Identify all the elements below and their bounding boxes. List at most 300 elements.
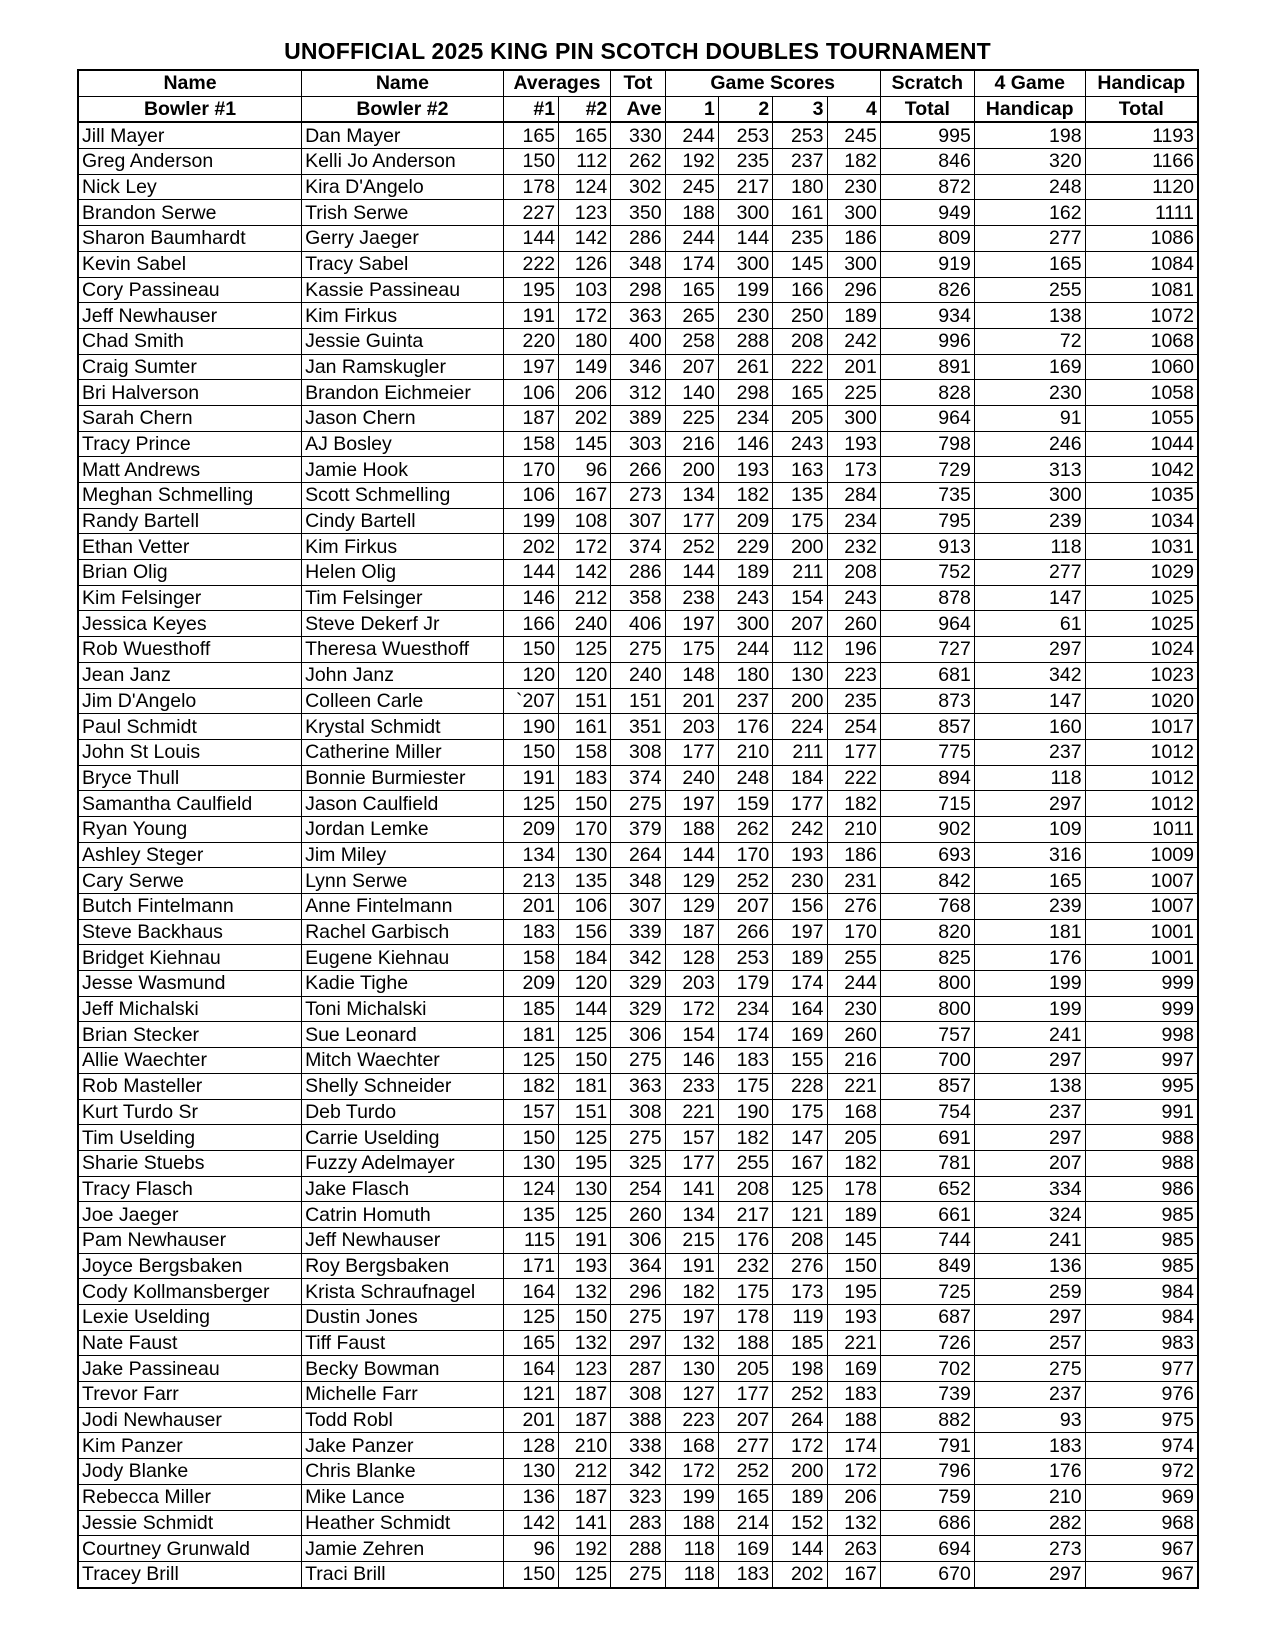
col-header-scratch-total: Total <box>880 96 974 122</box>
game-1-score: 188 <box>665 1510 718 1536</box>
total-average: 363 <box>611 1073 665 1099</box>
bowler-2-name: Catherine Miller <box>302 739 504 765</box>
bowler-2-name: Gerry Jaeger <box>302 226 504 252</box>
total-average: 329 <box>611 971 665 997</box>
total-average: 303 <box>611 431 665 457</box>
bowler-1-name: Allie Waechter <box>78 1048 302 1074</box>
bowler-1-name: Cary Serwe <box>78 868 302 894</box>
scratch-total: 857 <box>880 1073 974 1099</box>
game-3-score: 224 <box>773 714 827 740</box>
average-2: 181 <box>559 1073 611 1099</box>
game-handicap: 241 <box>974 1227 1085 1253</box>
scratch-total: 735 <box>880 483 974 509</box>
table-row <box>78 739 1198 765</box>
col-header-4-game: 4 Game <box>974 70 1085 96</box>
bowler-2-name: Tim Felsinger <box>302 585 504 611</box>
game-3-score: 164 <box>773 996 827 1022</box>
handicap-total: 1055 <box>1085 405 1198 431</box>
game-handicap: 169 <box>974 354 1085 380</box>
average-1: 158 <box>503 431 558 457</box>
total-average: 388 <box>611 1407 665 1433</box>
game-2-score: 180 <box>718 662 772 688</box>
game-2-score: 182 <box>718 483 772 509</box>
table-row <box>78 1433 1198 1459</box>
game-1-score: 258 <box>665 328 718 354</box>
scratch-total: 727 <box>880 637 974 663</box>
average-2: 96 <box>559 457 611 483</box>
table-row <box>78 303 1198 329</box>
handicap-total: 1012 <box>1085 739 1198 765</box>
game-3-score: 180 <box>773 174 827 200</box>
bowler-2-name: Michelle Farr <box>302 1382 504 1408</box>
game-4-score: 300 <box>827 251 880 277</box>
game-4-score: 182 <box>827 791 880 817</box>
average-1: 183 <box>503 919 558 945</box>
game-1-score: 134 <box>665 483 718 509</box>
bowler-2-name: Sue Leonard <box>302 1022 504 1048</box>
total-average: 283 <box>611 1510 665 1536</box>
average-2: 170 <box>559 816 611 842</box>
col-header-game-2: 2 <box>718 96 772 122</box>
bowler-2-name: Colleen Carle <box>302 688 504 714</box>
total-average: 406 <box>611 611 665 637</box>
game-1-score: 144 <box>665 842 718 868</box>
scratch-total: 857 <box>880 714 974 740</box>
average-2: 120 <box>559 971 611 997</box>
game-2-score: 214 <box>718 1510 772 1536</box>
bowler-2-name: Jake Panzer <box>302 1433 504 1459</box>
handicap-total: 1166 <box>1085 149 1198 175</box>
bowler-2-name: Deb Turdo <box>302 1099 504 1125</box>
bowler-1-name: Bridget Kiehnau <box>78 945 302 971</box>
scratch-total: 700 <box>880 1048 974 1074</box>
col-header-name-2: Name <box>302 70 504 96</box>
average-2: 156 <box>559 919 611 945</box>
game-handicap: 282 <box>974 1510 1085 1536</box>
average-1: 150 <box>503 637 558 663</box>
game-2-score: 300 <box>718 251 772 277</box>
bowler-1-name: Jake Passineau <box>78 1356 302 1382</box>
game-3-score: 228 <box>773 1073 827 1099</box>
game-1-score: 118 <box>665 1561 718 1587</box>
bowler-2-name: Chris Blanke <box>302 1459 504 1485</box>
table-row <box>78 816 1198 842</box>
game-handicap: 342 <box>974 662 1085 688</box>
total-average: 302 <box>611 174 665 200</box>
game-3-score: 144 <box>773 1536 827 1562</box>
game-1-score: 146 <box>665 1048 718 1074</box>
game-2-score: 207 <box>718 894 772 920</box>
handicap-total: 985 <box>1085 1253 1198 1279</box>
scratch-total: 964 <box>880 405 974 431</box>
bowler-1-name: Bri Halverson <box>78 380 302 406</box>
game-1-score: 199 <box>665 1484 718 1510</box>
average-1: 201 <box>503 894 558 920</box>
table-row <box>78 174 1198 200</box>
bowler-1-name: Jeff Newhauser <box>78 303 302 329</box>
average-1: 130 <box>503 1150 558 1176</box>
average-2: 151 <box>559 1099 611 1125</box>
game-2-score: 277 <box>718 1433 772 1459</box>
average-2: 120 <box>559 662 611 688</box>
average-1: 201 <box>503 1407 558 1433</box>
game-1-score: 245 <box>665 174 718 200</box>
scratch-total: 759 <box>880 1484 974 1510</box>
bowler-1-name: Cory Passineau <box>78 277 302 303</box>
game-1-score: 165 <box>665 277 718 303</box>
game-3-score: 230 <box>773 868 827 894</box>
game-3-score: 197 <box>773 919 827 945</box>
game-1-score: 244 <box>665 226 718 252</box>
average-2: 206 <box>559 380 611 406</box>
table-row <box>78 405 1198 431</box>
table-row <box>78 996 1198 1022</box>
bowler-2-name: AJ Bosley <box>302 431 504 457</box>
average-1: 150 <box>503 1125 558 1151</box>
total-average: 254 <box>611 1176 665 1202</box>
scratch-total: 846 <box>880 149 974 175</box>
table-row <box>78 919 1198 945</box>
game-4-score: 182 <box>827 149 880 175</box>
average-2: 108 <box>559 508 611 534</box>
average-1: 199 <box>503 508 558 534</box>
game-3-score: 156 <box>773 894 827 920</box>
scratch-total: 754 <box>880 1099 974 1125</box>
scratch-total: 919 <box>880 251 974 277</box>
game-4-score: 186 <box>827 226 880 252</box>
average-2: 240 <box>559 611 611 637</box>
header-row-2 <box>78 96 1198 122</box>
total-average: 342 <box>611 945 665 971</box>
game-1-score: 168 <box>665 1433 718 1459</box>
total-average: 312 <box>611 380 665 406</box>
average-2: 165 <box>559 122 611 148</box>
total-average: 323 <box>611 1484 665 1510</box>
average-2: 151 <box>559 688 611 714</box>
col-header-game-3: 3 <box>773 96 827 122</box>
table-row <box>78 226 1198 252</box>
game-1-score: 172 <box>665 1459 718 1485</box>
total-average: 363 <box>611 303 665 329</box>
bowler-2-name: Mitch Waechter <box>302 1048 504 1074</box>
total-average: 348 <box>611 251 665 277</box>
game-1-score: 175 <box>665 637 718 663</box>
table-row <box>78 1253 1198 1279</box>
game-4-score: 235 <box>827 688 880 714</box>
game-1-score: 233 <box>665 1073 718 1099</box>
bowler-2-name: Jordan Lemke <box>302 816 504 842</box>
average-2: 150 <box>559 1305 611 1331</box>
game-2-score: 217 <box>718 1202 772 1228</box>
game-2-score: 288 <box>718 328 772 354</box>
scratch-total: 795 <box>880 508 974 534</box>
game-4-score: 223 <box>827 662 880 688</box>
average-2: 172 <box>559 534 611 560</box>
page-title: UNOFFICIAL 2025 KING PIN SCOTCH DOUBLES TOURNAMENT <box>284 38 991 64</box>
game-handicap: 207 <box>974 1150 1085 1176</box>
handicap-total: 1025 <box>1085 611 1198 637</box>
game-2-score: 255 <box>718 1150 772 1176</box>
game-2-score: 183 <box>718 1048 772 1074</box>
scratch-total: 849 <box>880 1253 974 1279</box>
game-3-score: 200 <box>773 534 827 560</box>
game-1-score: 252 <box>665 534 718 560</box>
average-1: 130 <box>503 1459 558 1485</box>
handicap-total: 1044 <box>1085 431 1198 457</box>
average-2: 106 <box>559 894 611 920</box>
scratch-total: 826 <box>880 277 974 303</box>
scratch-total: 687 <box>880 1305 974 1331</box>
game-4-score: 173 <box>827 457 880 483</box>
game-1-score: 215 <box>665 1227 718 1253</box>
game-3-score: 243 <box>773 431 827 457</box>
game-1-score: 132 <box>665 1330 718 1356</box>
average-1: 164 <box>503 1356 558 1382</box>
bowler-1-name: Nick Ley <box>78 174 302 200</box>
game-3-score: 184 <box>773 765 827 791</box>
game-2-score: 248 <box>718 765 772 791</box>
bowler-1-name: Steve Backhaus <box>78 919 302 945</box>
game-2-score: 177 <box>718 1382 772 1408</box>
game-4-score: 260 <box>827 1022 880 1048</box>
game-2-score: 170 <box>718 842 772 868</box>
game-4-score: 245 <box>827 122 880 148</box>
handicap-total: 1111 <box>1085 200 1198 226</box>
game-handicap: 118 <box>974 765 1085 791</box>
game-2-score: 199 <box>718 277 772 303</box>
table-row <box>78 1099 1198 1125</box>
game-handicap: 198 <box>974 122 1085 148</box>
table-row <box>78 1330 1198 1356</box>
table-row <box>78 560 1198 586</box>
game-handicap: 230 <box>974 380 1085 406</box>
average-1: 136 <box>503 1484 558 1510</box>
bowler-2-name: Krista Schraufnagel <box>302 1279 504 1305</box>
total-average: 296 <box>611 1279 665 1305</box>
handicap-total: 1060 <box>1085 354 1198 380</box>
game-handicap: 165 <box>974 868 1085 894</box>
scratch-total: 798 <box>880 431 974 457</box>
table-row <box>78 842 1198 868</box>
bowler-2-name: Theresa Wuesthoff <box>302 637 504 663</box>
handicap-total: 998 <box>1085 1022 1198 1048</box>
scratch-total: 828 <box>880 380 974 406</box>
scratch-total: 681 <box>880 662 974 688</box>
scratch-total: 809 <box>880 226 974 252</box>
table-row <box>78 688 1198 714</box>
bowler-2-name: Kira D'Angelo <box>302 174 504 200</box>
handicap-total: 999 <box>1085 996 1198 1022</box>
game-4-score: 186 <box>827 842 880 868</box>
game-4-score: 243 <box>827 585 880 611</box>
average-1: 191 <box>503 303 558 329</box>
game-1-score: 174 <box>665 251 718 277</box>
bowler-2-name: Jeff Newhauser <box>302 1227 504 1253</box>
bowler-1-name: Tim Uselding <box>78 1125 302 1151</box>
table-row <box>78 1227 1198 1253</box>
table-row <box>78 1510 1198 1536</box>
game-4-score: 206 <box>827 1484 880 1510</box>
scratch-total: 995 <box>880 122 974 148</box>
average-2: 172 <box>559 303 611 329</box>
handicap-total: 972 <box>1085 1459 1198 1485</box>
handicap-total: 991 <box>1085 1099 1198 1125</box>
table-row <box>78 1176 1198 1202</box>
scratch-total: 894 <box>880 765 974 791</box>
game-1-score: 127 <box>665 1382 718 1408</box>
scratch-total: 913 <box>880 534 974 560</box>
game-3-score: 121 <box>773 1202 827 1228</box>
average-2: 149 <box>559 354 611 380</box>
table-row <box>78 1382 1198 1408</box>
total-average: 264 <box>611 842 665 868</box>
total-average: 330 <box>611 122 665 148</box>
average-2: 130 <box>559 842 611 868</box>
game-4-score: 168 <box>827 1099 880 1125</box>
game-3-score: 167 <box>773 1150 827 1176</box>
average-2: 125 <box>559 1561 611 1587</box>
game-4-score: 300 <box>827 405 880 431</box>
game-4-score: 132 <box>827 1510 880 1536</box>
average-2: 144 <box>559 996 611 1022</box>
average-1: 209 <box>503 816 558 842</box>
scratch-total: 670 <box>880 1561 974 1587</box>
table-row <box>78 1202 1198 1228</box>
total-average: 346 <box>611 354 665 380</box>
bowler-2-name: Shelly Schneider <box>302 1073 504 1099</box>
bowler-2-name: Jake Flasch <box>302 1176 504 1202</box>
total-average: 287 <box>611 1356 665 1382</box>
scratch-total: 781 <box>880 1150 974 1176</box>
bowler-2-name: Tiff Faust <box>302 1330 504 1356</box>
game-1-score: 216 <box>665 431 718 457</box>
table-row <box>78 1022 1198 1048</box>
game-handicap: 109 <box>974 816 1085 842</box>
average-1: 144 <box>503 226 558 252</box>
average-2: 132 <box>559 1279 611 1305</box>
table-row <box>78 1356 1198 1382</box>
game-2-score: 207 <box>718 1407 772 1433</box>
table-row <box>78 328 1198 354</box>
game-2-score: 144 <box>718 226 772 252</box>
bowler-1-name: Jessie Schmidt <box>78 1510 302 1536</box>
handicap-total: 1084 <box>1085 251 1198 277</box>
game-handicap: 176 <box>974 1459 1085 1485</box>
game-4-score: 193 <box>827 431 880 457</box>
game-handicap: 277 <box>974 560 1085 586</box>
average-1: 134 <box>503 842 558 868</box>
game-2-score: 174 <box>718 1022 772 1048</box>
game-2-score: 243 <box>718 585 772 611</box>
total-average: 275 <box>611 637 665 663</box>
average-1: 181 <box>503 1022 558 1048</box>
bowler-2-name: John Janz <box>302 662 504 688</box>
game-handicap: 138 <box>974 303 1085 329</box>
game-2-score: 300 <box>718 611 772 637</box>
average-1: 190 <box>503 714 558 740</box>
game-3-score: 189 <box>773 1484 827 1510</box>
game-handicap: 300 <box>974 483 1085 509</box>
total-average: 275 <box>611 1561 665 1587</box>
bowler-1-name: Kim Felsinger <box>78 585 302 611</box>
game-3-score: 125 <box>773 1176 827 1202</box>
total-average: 379 <box>611 816 665 842</box>
game-handicap: 136 <box>974 1253 1085 1279</box>
handicap-total: 968 <box>1085 1510 1198 1536</box>
game-3-score: 222 <box>773 354 827 380</box>
bowler-2-name: Cindy Bartell <box>302 508 504 534</box>
scratch-total: 800 <box>880 971 974 997</box>
game-handicap: 255 <box>974 277 1085 303</box>
average-2: 193 <box>559 1253 611 1279</box>
scratch-total: 842 <box>880 868 974 894</box>
game-4-score: 195 <box>827 1279 880 1305</box>
game-1-score: 177 <box>665 1150 718 1176</box>
table-row <box>78 894 1198 920</box>
game-1-score: 225 <box>665 405 718 431</box>
average-1: 222 <box>503 251 558 277</box>
game-2-score: 146 <box>718 431 772 457</box>
total-average: 374 <box>611 534 665 560</box>
average-1: 213 <box>503 868 558 894</box>
col-header-game-1: 1 <box>665 96 718 122</box>
bowler-1-name: Cody Kollmansberger <box>78 1279 302 1305</box>
total-average: 389 <box>611 405 665 431</box>
total-average: 358 <box>611 585 665 611</box>
average-1: 165 <box>503 122 558 148</box>
average-1: 128 <box>503 1433 558 1459</box>
average-2: 112 <box>559 149 611 175</box>
scratch-total: 693 <box>880 842 974 868</box>
game-4-score: 210 <box>827 816 880 842</box>
game-4-score: 263 <box>827 1536 880 1562</box>
game-1-score: 200 <box>665 457 718 483</box>
game-2-score: 217 <box>718 174 772 200</box>
average-2: 195 <box>559 1150 611 1176</box>
game-3-score: 175 <box>773 508 827 534</box>
handicap-total: 967 <box>1085 1561 1198 1587</box>
game-handicap: 313 <box>974 457 1085 483</box>
game-2-score: 189 <box>718 560 772 586</box>
handicap-total: 1007 <box>1085 868 1198 894</box>
game-2-score: 253 <box>718 945 772 971</box>
game-4-score: 221 <box>827 1073 880 1099</box>
handicap-total: 1029 <box>1085 560 1198 586</box>
handicap-total: 985 <box>1085 1202 1198 1228</box>
game-3-score: 177 <box>773 791 827 817</box>
scratch-total: 964 <box>880 611 974 637</box>
game-3-score: 202 <box>773 1561 827 1587</box>
game-1-score: 240 <box>665 765 718 791</box>
game-handicap: 259 <box>974 1279 1085 1305</box>
bowler-2-name: Helen Olig <box>302 560 504 586</box>
game-3-score: 211 <box>773 560 827 586</box>
game-2-score: 169 <box>718 1536 772 1562</box>
game-3-score: 200 <box>773 1459 827 1485</box>
average-1: 171 <box>503 1253 558 1279</box>
average-1: 96 <box>503 1536 558 1562</box>
table-row <box>78 380 1198 406</box>
game-1-score: 203 <box>665 971 718 997</box>
bowler-1-name: Kevin Sabel <box>78 251 302 277</box>
game-4-score: 174 <box>827 1433 880 1459</box>
game-3-score: 175 <box>773 1099 827 1125</box>
handicap-total: 995 <box>1085 1073 1198 1099</box>
table-row <box>78 1125 1198 1151</box>
handicap-total: 984 <box>1085 1305 1198 1331</box>
game-1-score: 203 <box>665 714 718 740</box>
total-average: 400 <box>611 328 665 354</box>
